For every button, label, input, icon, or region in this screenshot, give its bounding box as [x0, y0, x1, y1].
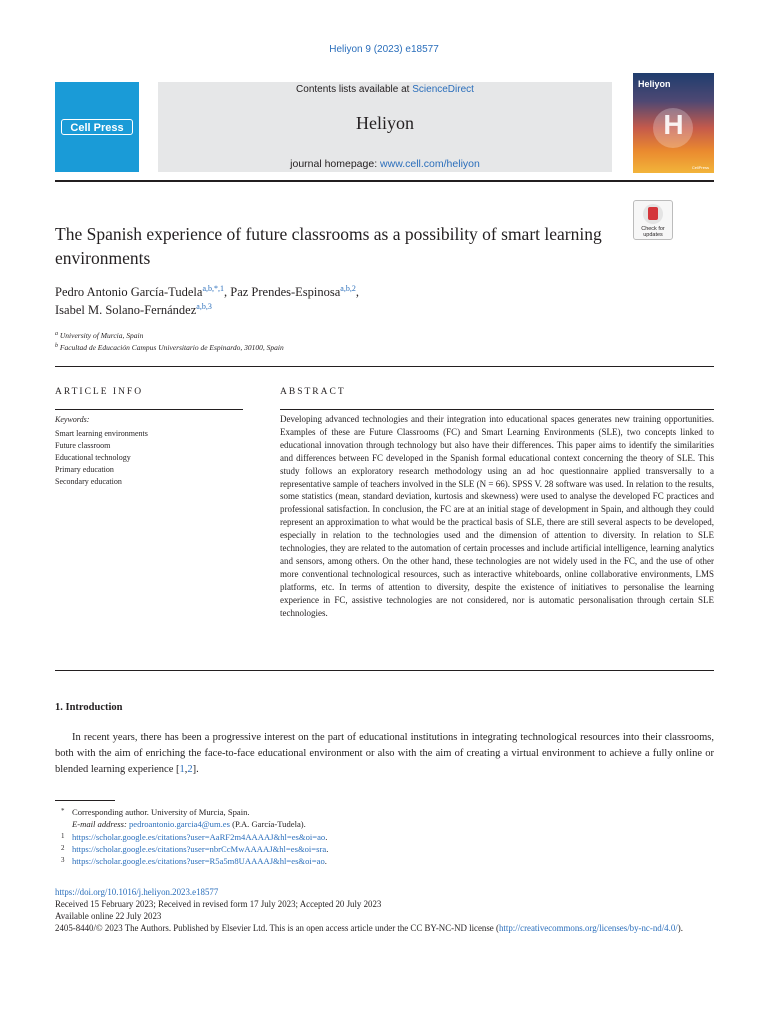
check-updates-label: Check for updates	[641, 226, 665, 238]
author-name: Isabel M. Solano-Fernández	[55, 303, 197, 317]
keywords-heading: Keywords:	[55, 415, 90, 424]
article-info-divider	[55, 409, 243, 410]
abstract-text: Developing advanced technologies and their integration into educational spaces generates new training opportunities. Examples of these are Future Classrooms (FC) and Smart Learning Environments (SLE), two concepts linked to educational innovation through technology but also have their differences. This paper aims to identify the similarities and differences between FC developed in the Spanish formal educational context concerning the theory of SLE. This study follows an exploratory research methodology using an ad hoc questionnaire applied transversally to a representative sample of teachers involved in the SLE (N = 66). SPSS V. 28 software was used. In relation to the results, some statistics (mean, standard deviation, kurtosis and skewness) were used to analyse the developed FC practices and professional satisfaction. In conclusion, the FC are at an initial stage of development in Spain, and although they could represent an approximation to what would be the practical basis of SLE, there are still several aspects to be developed, especially in relation to the technologies used and the dimension of attention to diversity. In relation to SLE technologies, they are related to the automation of certain processes and include artificial intelligence, learning analytics and sensors, among others. On the other hand, these technologies are not widely used in the FC, and the use of other more conventional technological resources, such as interactive whiteboards, online collaborative environments, LMS platforms, etc. In terms of attention to diversity, despite the existence of initiatives to personalise the learning experience in FC, assistive technologies are not considered, nor is automatic personalisation through certain SLE technologies.	[280, 414, 714, 618]
author-marks[interactable]: a,b,3	[196, 302, 212, 311]
footnote-mark: 2	[61, 843, 65, 852]
article-dates: Received 15 February 2023; Received in revised form 17 July 2023; Accepted 20 July 2023	[55, 899, 382, 909]
sciencedirect-link[interactable]: ScienceDirect	[412, 84, 474, 95]
email-suffix: (P.A. García-Tudela).	[232, 819, 306, 830]
cellpress-logo-text: Cell Press	[61, 119, 133, 135]
abstract-divider	[280, 409, 714, 410]
author-marks[interactable]: a,b,*,1	[202, 284, 224, 293]
footnote-mark: 3	[61, 856, 65, 865]
homepage-line	[158, 158, 612, 170]
footnote-scholar-link	[55, 843, 714, 855]
footnote-suffix: .	[325, 831, 328, 842]
footnote-scholar-link	[55, 855, 714, 867]
license-paren-close: ).	[677, 923, 683, 933]
affiliation-mark: a	[55, 331, 58, 337]
author-name: Pedro Antonio García-Tudela	[55, 285, 203, 299]
cover-publisher: CellPress	[691, 165, 709, 170]
section-divider	[55, 366, 714, 367]
available-online: Available online 22 July 2023	[55, 911, 162, 921]
scholar-link[interactable]: https://scholar.google.es/citations?user=R5a5m8UAAAAJ&hl=es&oi=ao	[72, 856, 325, 867]
homepage-prefix: journal homepage:	[290, 158, 378, 170]
author-marks[interactable]: a,b,2	[340, 284, 356, 293]
keyword-item: Future classroom	[55, 441, 111, 450]
reference-separator: ,	[184, 764, 188, 775]
abstract-label: ABSTRACT	[280, 387, 346, 397]
scholar-link[interactable]: https://scholar.google.es/citations?user=nbrCcMwAAAAJ&hl=es&oi=sra	[72, 843, 327, 854]
affiliation	[55, 343, 284, 352]
introduction-paragraph	[55, 730, 714, 778]
footnotes	[55, 806, 714, 867]
check-updates-icon	[643, 204, 663, 224]
contents-line	[158, 84, 612, 95]
scholar-link[interactable]: https://scholar.google.es/citations?user=AaRF2m4AAAAJ&hl=es&oi=ao	[72, 831, 326, 842]
contents-prefix: Contents lists available at	[296, 84, 410, 95]
reference-link[interactable]: 2	[187, 764, 193, 775]
introduction-text-end: ].	[192, 764, 199, 775]
license-text: 2405-8440/© 2023 The Authors. Published by Elsevier Ltd. This is an open access article under the CC BY-NC-ND license	[55, 923, 494, 933]
footnote-scholar-link	[55, 831, 714, 843]
author-list: Pedro Antonio García-Tudela$^{a,b,*,1}$, Paz Prendes-Espinosa$^{a,b,2}$, Isabel M. Solano-Fernández$^{a,b,3}$	[55, 284, 359, 317]
author-name: Paz Prendes-Espinosa	[230, 285, 341, 299]
keyword-item: Educational technology	[55, 453, 131, 462]
header-divider	[55, 180, 714, 182]
article-info-label: ARTICLE INFO	[55, 387, 144, 397]
footnote-corresponding	[55, 806, 714, 818]
license-paren-open: (	[495, 923, 499, 933]
doi-link[interactable]: https://doi.org/10.1016/j.heliyon.2023.e18577	[55, 887, 219, 897]
cellpress-logo[interactable]	[55, 82, 139, 172]
section-heading: 1. Introduction	[55, 702, 123, 713]
journal-name: Heliyon	[356, 113, 414, 133]
introduction-text: In recent years, there has been a progressive interest on the part of educational institutions in integrating technological resources into their classrooms, both with the aim of enriching the face-to-face educational environment or also with the aim of creating a virtual environment to achieve a fully online or blended learning experience [	[55, 732, 714, 775]
running-header-citation[interactable]: Heliyon 9 (2023) e18577	[329, 44, 439, 55]
keywords-list	[55, 428, 148, 488]
journal-masthead	[158, 82, 612, 172]
reference-link[interactable]: 1	[179, 764, 185, 775]
footnote-email	[55, 818, 714, 830]
footnote-mark: *	[61, 807, 65, 815]
affiliation-text: Facultad de Educación Campus Universitario de Espinardo, 30100, Spain	[59, 343, 284, 352]
keyword-item: Secondary education	[55, 477, 122, 486]
journal-cover-image[interactable]	[633, 73, 714, 173]
article-title: The Spanish experience of future classrooms as a possibility of smart learning environments	[55, 224, 602, 268]
homepage-link[interactable]: www.cell.com/heliyon	[380, 158, 480, 170]
affiliation-text: University of Murcia, Spain	[59, 331, 144, 340]
email-link[interactable]: pedroantonio.garcia4@um.es	[128, 819, 230, 830]
affiliation-mark: b	[55, 343, 58, 349]
cover-title: Heliyon	[638, 79, 671, 89]
license-link[interactable]: http://creativecommons.org/licenses/by-nc-nd/4.0/	[498, 923, 678, 933]
footnote-mark: 1	[61, 831, 65, 840]
article-front-matter	[55, 886, 714, 934]
footnote-text: Corresponding author. University of Murcia, Spain.	[72, 807, 250, 817]
footnote-divider	[55, 800, 115, 801]
keyword-item: Smart learning environments	[55, 429, 148, 438]
footnote-suffix: .	[324, 856, 327, 867]
affiliation	[55, 331, 143, 340]
keyword-item: Primary education	[55, 465, 114, 474]
license-statement	[55, 922, 714, 934]
check-for-updates-button[interactable]	[633, 200, 673, 240]
footnote-suffix: .	[326, 843, 329, 854]
abstract-bottom-divider	[55, 670, 714, 671]
cover-letter: H	[663, 109, 684, 140]
email-label: E-mail address:	[72, 819, 127, 830]
